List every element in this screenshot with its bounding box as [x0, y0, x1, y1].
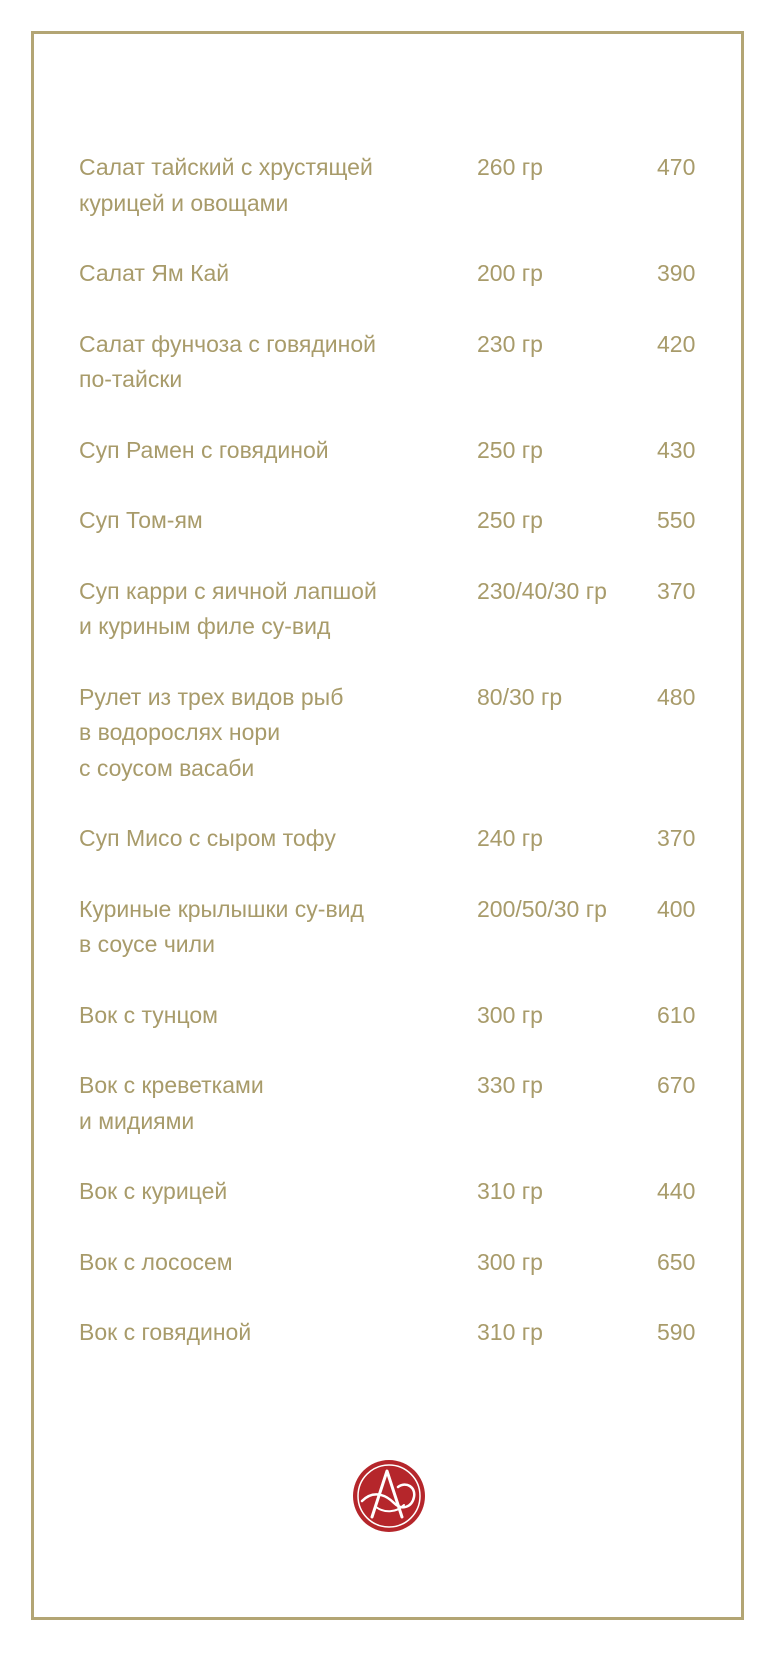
dish-weight: 330 гр — [477, 1072, 543, 1098]
menu-item — [79, 892, 719, 963]
dish-name: Куриные крылышки су-вид в соусе чили — [79, 895, 364, 957]
dish-name: Салат тайский с хрустящей курицей и овощами — [79, 154, 373, 216]
dish-price: 480 — [657, 683, 696, 710]
dish-weight: 260 гр — [477, 154, 543, 180]
dish-price: 590 — [657, 1319, 696, 1345]
dish-name: Рулет из трех видов рыб в водорослях нори с соусом васаби — [79, 683, 344, 781]
dish-weight: 230/40/30 гр — [477, 577, 607, 604]
dish-name: Суп карри с яичной лапшой и куриным филе су-вид — [79, 577, 377, 639]
dish-price: 650 — [657, 1248, 696, 1275]
dish-name: Суп Мисо с сыром тофу — [79, 825, 336, 851]
dish-name: Салат Ям Кай — [79, 260, 230, 286]
menu-list — [79, 150, 719, 1386]
dish-name: Вок с говядиной — [79, 1319, 252, 1345]
dish-name: Салат фунчоза с говядиной по-тайски — [79, 330, 376, 392]
dish-name: Вок с курицей — [79, 1178, 228, 1204]
dish-weight: 250 гр — [477, 507, 543, 533]
menu-item — [79, 1245, 719, 1281]
menu-item — [79, 574, 719, 645]
dish-weight: 200/50/30 гр — [477, 895, 607, 922]
dish-price: 670 — [657, 1072, 696, 1098]
dish-name: Вок с тунцом — [79, 1001, 218, 1028]
menu-item — [79, 821, 719, 857]
restaurant-monogram-logo-icon — [350, 1457, 428, 1535]
menu-item — [79, 150, 719, 221]
dish-price: 610 — [657, 1001, 696, 1028]
dish-weight: 230 гр — [477, 330, 543, 357]
dish-price: 440 — [657, 1178, 696, 1204]
menu-item — [79, 1068, 719, 1139]
dish-weight: 250 гр — [477, 436, 543, 463]
dish-name: Вок с креветками и мидиями — [79, 1072, 264, 1134]
dish-weight: 240 гр — [477, 825, 543, 851]
menu-item — [79, 1315, 719, 1351]
menu-item — [79, 680, 719, 787]
dish-price: 420 — [657, 330, 696, 357]
dish-price: 370 — [657, 825, 696, 851]
menu-item — [79, 256, 719, 292]
menu-item — [79, 327, 719, 398]
menu-item — [79, 998, 719, 1034]
dish-weight: 310 гр — [477, 1319, 543, 1345]
dish-weight: 300 гр — [477, 1248, 543, 1275]
menu-item — [79, 503, 719, 539]
dish-price: 370 — [657, 577, 696, 604]
dish-weight: 200 гр — [477, 260, 543, 286]
dish-weight: 300 гр — [477, 1001, 543, 1028]
dish-name: Суп Рамен с говядиной — [79, 436, 329, 463]
dish-weight: 80/30 гр — [477, 683, 563, 710]
dish-weight: 310 гр — [477, 1178, 543, 1204]
menu-item — [79, 433, 719, 469]
menu-item — [79, 1174, 719, 1210]
dish-name: Вок с лососем — [79, 1248, 233, 1275]
dish-price: 390 — [657, 260, 696, 286]
dish-price: 430 — [657, 436, 696, 463]
dish-price: 550 — [657, 507, 696, 533]
dish-name: Суп Том-ям — [79, 507, 203, 533]
dish-price: 400 — [657, 895, 696, 922]
dish-price: 470 — [657, 154, 696, 180]
